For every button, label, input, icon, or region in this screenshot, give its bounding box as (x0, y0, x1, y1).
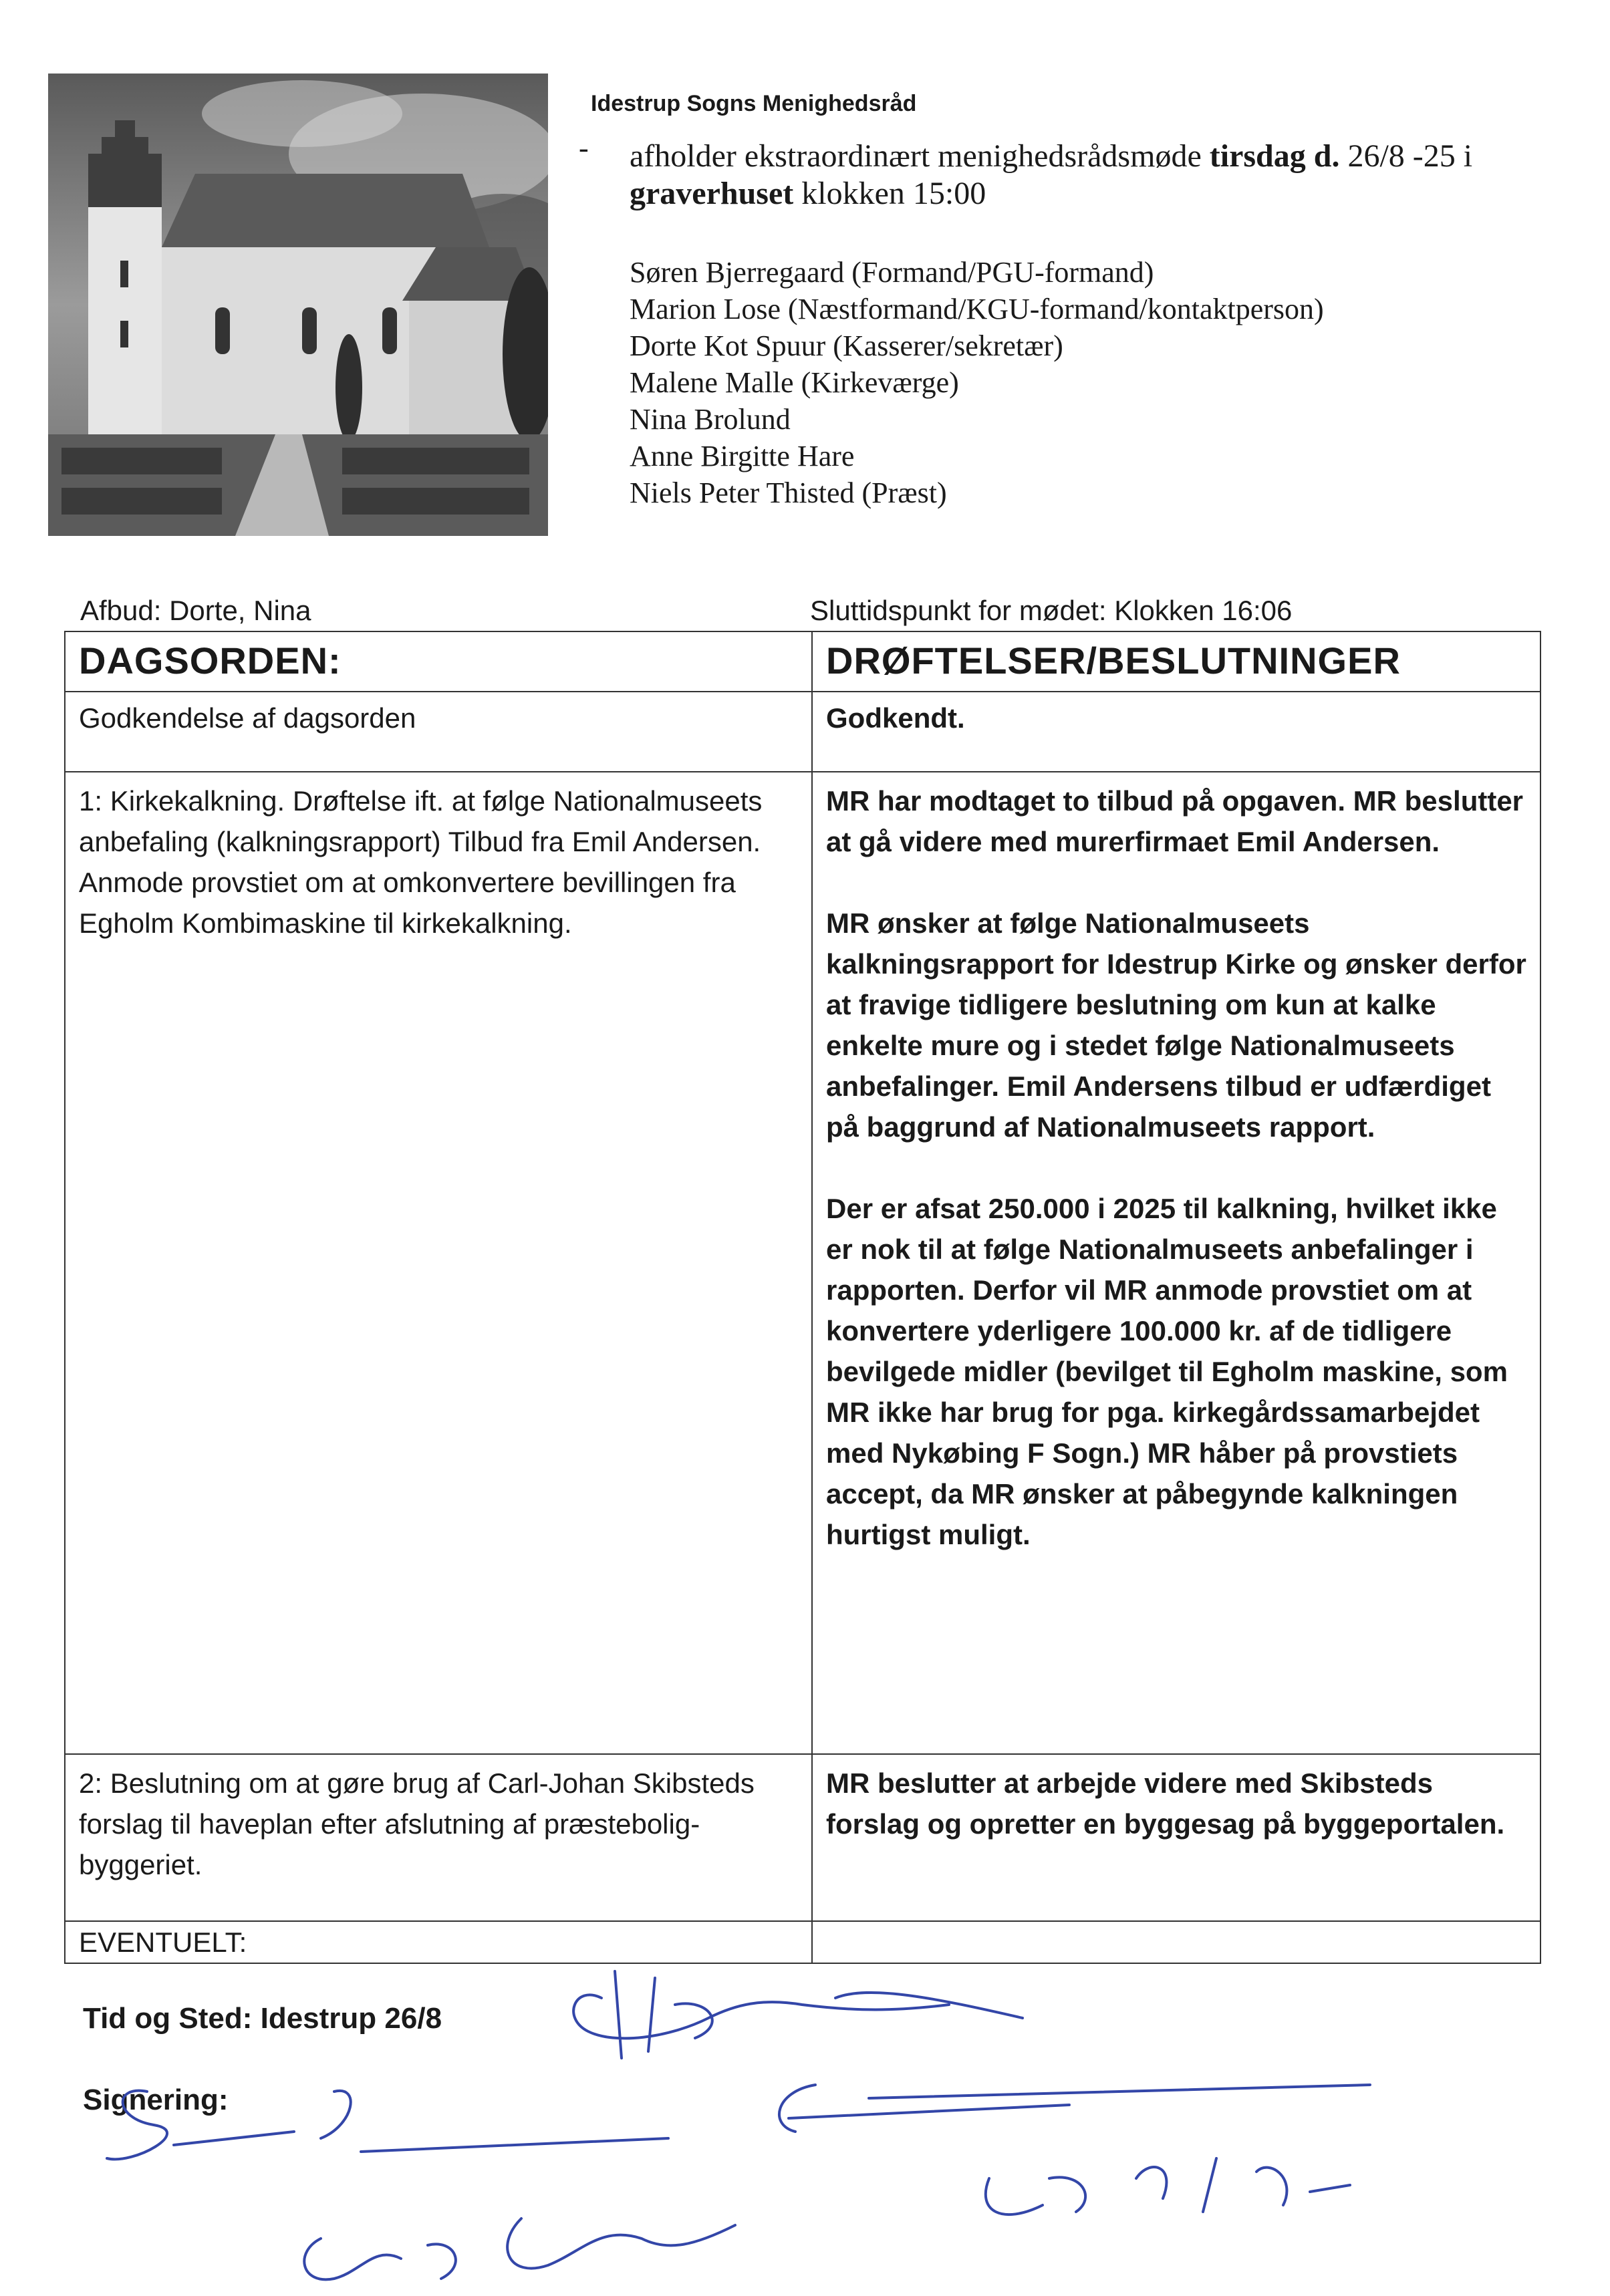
absence-note: Afbud: Dorte, Nina (80, 595, 311, 626)
intro-bold-place: graverhuset (630, 176, 794, 211)
member-item: Nina Brolund (630, 403, 791, 436)
decision-paragraph: Godkendt. (826, 702, 965, 734)
member-item: Malene Malle (Kirkeværge) (630, 366, 959, 399)
intro-text-1: afholder ekstraordinært menighedsrådsmøde (630, 138, 1210, 174)
agenda-cell: 2: Beslutning om at gøre brug af Carl-Johan Skibsteds forslag til haveplan efter afslutning af præstebolig-byggeriet. (65, 1754, 812, 1921)
organization-name: Idestrup Sogns Menighedsråd (591, 91, 917, 116)
decisions-header: DRØFTELSER/BESLUTNINGER (826, 639, 1401, 682)
signing-label: Signering: (83, 2084, 229, 2116)
table-row (65, 1921, 1540, 1963)
table-header-row (65, 631, 1540, 692)
time-and-place: Tid og Sted: Idestrup 26/8 (83, 2002, 442, 2035)
table-row (65, 1754, 1540, 1921)
decision-cell (812, 1921, 1540, 1963)
member-item: Marion Lose (Næstformand/KGU-formand/kontaktperson) (630, 293, 1324, 325)
signature-5 (304, 2218, 735, 2279)
agenda-header: DAGSORDEN: (79, 639, 342, 682)
table-row (65, 692, 1540, 772)
table-header-cell (65, 631, 812, 692)
decision-paragraph: MR beslutter at arbejde videre med Skibsteds forslag og opretter en byggesag på byggeportalen. (826, 1767, 1505, 1840)
agenda-cell: Godkendelse af dagsorden (65, 692, 812, 772)
agenda-table (64, 631, 1541, 1964)
agenda-cell: 1: Kirkekalkning. Drøftelse ift. at følge Nationalmuseets anbefaling (kalkningsrapport) Tilbud fra Emil Andersen. Anmode provstiet om at omkonvertere bevillingen fra Egholm Kombimaskine til kirkekalkning. (65, 772, 812, 1754)
intro-text-2: 26/8 -25 i (1339, 138, 1473, 174)
signature-4 (986, 2158, 1350, 2214)
member-list (630, 254, 1324, 511)
intro-text-3: klokken 15:00 (793, 176, 986, 211)
meeting-announcement (630, 138, 1518, 212)
decision-paragraph: MR har modtaget to tilbud på opgaven. MR beslutter at gå videre med murerfirmaet Emil Andersen. (826, 785, 1524, 857)
agenda-cell: EVENTUELT: (65, 1921, 812, 1963)
decision-cell (812, 692, 1540, 772)
decision-cell (812, 772, 1540, 1754)
table-header-cell (812, 631, 1540, 692)
table-row (65, 772, 1540, 1754)
member-item: Niels Peter Thisted (Præst) (630, 476, 947, 509)
decision-cell (812, 1754, 1540, 1921)
intro-bold-day: tirsdag d. (1209, 138, 1340, 174)
bullet-dash: - (579, 132, 589, 164)
church-photo (48, 74, 548, 536)
end-time-note: Sluttidspunkt for mødet: Klokken 16:06 (810, 595, 1293, 626)
church-illustration (48, 74, 548, 536)
member-item: Anne Birgitte Hare (630, 440, 855, 472)
decision-paragraph: MR ønsker at følge Nationalmuseets kalkningsrapport for Idestrup Kirke og ønsker derfor at fravige tidligere beslutning om kun at kalke enkelte mure og i stedet følge Nationalmuseets anbefalinger. Emil Andersens tilbud er udfærdiget på baggrund af Nationalmuseets rapport. (826, 907, 1526, 1143)
decision-paragraph: Der er afsat 250.000 i 2025 til kalkning, hvilket ikke er nok til at følge Nationalmuseets anbefalinger i rapporten. Derfor vil MR anmode provstiet om at konvertere yderligere 100.000 kr. af de tidligere bevilgede midler (bevilget til Egholm maskine, som MR ikke har brug for pga. kirkegårdssamarbejdet med Nykøbing F Sogn.) MR håber på provstiets accept, da MR ønsker at påbegynde kalkningen hurtigst muligt. (826, 1193, 1508, 1550)
member-item: Søren Bjerregaard (Formand/PGU-formand) (630, 256, 1154, 289)
member-item: Dorte Kot Spuur (Kasserer/sekretær) (630, 329, 1063, 362)
signature-3 (779, 2085, 1370, 2132)
signature-1 (573, 1971, 1023, 2058)
